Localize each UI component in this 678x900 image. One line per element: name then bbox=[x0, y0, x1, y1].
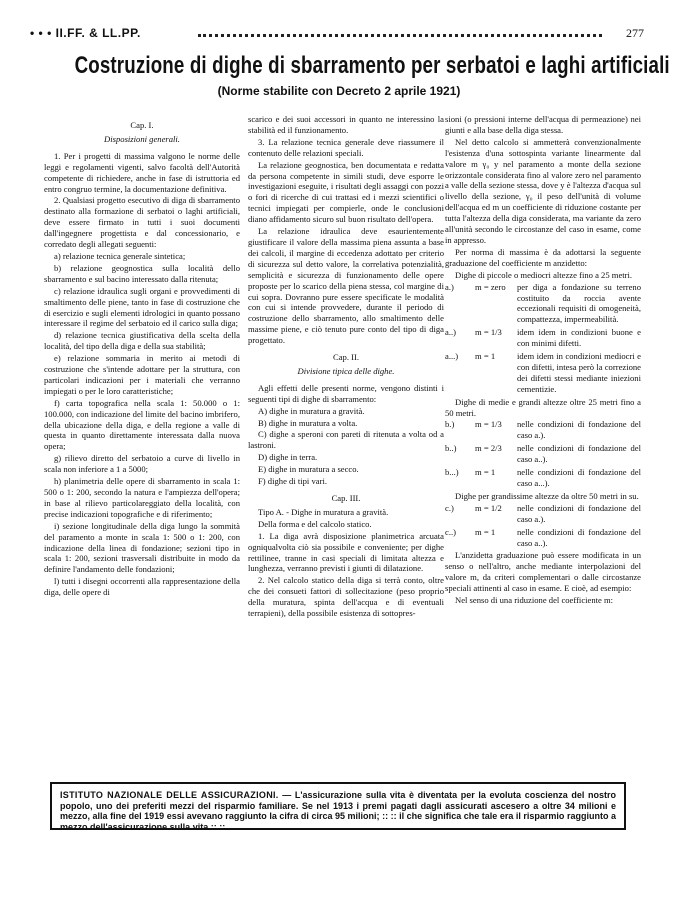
paragraph: Nel senso di una riduzione del coefficiente m: bbox=[455, 595, 614, 606]
case-label: b.) bbox=[445, 419, 455, 430]
case-description: nelle condizioni di fondazione del caso a..). bbox=[517, 443, 641, 465]
text-column-3 bbox=[445, 114, 641, 607]
case-label: a.) bbox=[445, 281, 454, 292]
coefficient-value: m = 1/3 bbox=[475, 419, 502, 430]
case-label: a...) bbox=[445, 351, 459, 362]
coefficient-row bbox=[445, 327, 641, 349]
case-description: nelle condizioni di fondazione del caso a.). bbox=[517, 502, 641, 524]
paragraph: L'anzidetta graduazione può essere modificata in un senso o nell'altro, anche mediante interpolazioni del valore m, da criteri complementari o dalle circostanze speciali attinenti al caso in esame. E cioè, ad esempio: bbox=[445, 550, 641, 594]
chapter-heading: Cap. II. bbox=[332, 352, 359, 363]
case-description: nelle condizioni di fondazione del caso a..). bbox=[517, 526, 641, 548]
paragraph: scarico e dei suoi accessori in quanto ne interessino la stabilità ed il funzionamento. bbox=[248, 114, 444, 135]
paragraph: La relazione idraulica deve esaurientemente giustificare il valore della massima piena assunta a base dei calcoli, il margine di eccedenza adottato per criterio di sicurezza sul detto valore, la correlativa potenzialità, semplicità e sicurezza di funzionamento delle opere proposte per lo scarico della piena stessa, col margine di cui sopra. Dovranno pure essere specificate le modalità con cui si intende provvedere, durante il periodo di costruzione dello sbarramento, allo smaltimento delle massime piene, e ciò tenuto pure conto del tipo di diga progettato. bbox=[248, 226, 444, 346]
paragraph: d) relazione tecnica giustificativa della scelta della località, del tipo della diga e della sua stabilità; bbox=[44, 330, 240, 352]
coefficient-value: m = 2/3 bbox=[475, 443, 502, 454]
case-description: per diga a fondazione su terreno costituito da roccia avente eccezionali requisiti di omogeneità, compattezza, impermeabilità. bbox=[517, 281, 641, 325]
coefficient-row bbox=[445, 282, 641, 326]
case-description: idem idem in condizioni buone e con minimi difetti. bbox=[517, 327, 641, 349]
paragraph: Nel detto calcolo si ammetterà convenzionalmente l'esistenza d'una sottospinta variante linearmente dal valore m γ₀ y nel paramento a monte della sezione orizzontale considerata fino al valore zero nel paramento a valle della sezione stessa, dove y è l'altezza d'acqua sul livello della sezione, γ₀ il peso dell'unità di volume dell'acqua ed m un coefficiente di riduzione costante per tutta l'altezza della diga considerata, ma variante da zero all'unità secondo le circostanze del caso in esame, come in appresso. bbox=[445, 136, 641, 245]
paragraph: a) relazione tecnica generale sintetica; bbox=[54, 250, 186, 261]
paragraph: h) planimetria delle opere di sbarramento in scala 1: 500 o 1: 200, secondo la natura e l'ampiezza dell'opera; in base al rilievo particolareggiato della località, con precise indicazioni topografiche e di riferimento; bbox=[44, 476, 240, 519]
coefficient-value: m = zero bbox=[475, 281, 506, 292]
paragraph: D) dighe in terra. bbox=[258, 452, 318, 463]
coefficient-row bbox=[445, 527, 641, 549]
case-description: nelle condizioni di fondazione del caso a...). bbox=[517, 467, 641, 488]
coefficient-value: m = 1/3 bbox=[475, 327, 502, 338]
ad-text: — L'assicurazione sulla vita è diventata per la evoluta coscienza del nostro popolo, uno dei preferiti mezzi del risparmio familiare. Se nel 1913 i premi pagati dagli assicurati ascesero a oltre 34 milioni e mezzo, alla fine del 1919 essi avevano raggiunto la cifra di circa 95 milioni; :: :: il che significa che tale era il risparmio raggiunto a mezzo dell'assicurazione sulla vita :: :: bbox=[60, 790, 616, 832]
coefficient-row bbox=[445, 503, 641, 525]
paragraph: Agli effetti delle presenti norme, vengono distinti i seguenti tipi di dighe di sbarramento: bbox=[248, 382, 444, 404]
section-subheading: Disposizioni generali. bbox=[104, 133, 180, 144]
paragraph: 1. La diga avrà disposizione planimetrica arcuata ogniqualvolta ciò sia possibile e conveniente; per dighe rettilinee, tranne in casi speciali di limitata altezza e lunghezza, verranno previsti i giunti di dilatazione. bbox=[248, 530, 444, 574]
header-dotted-rule bbox=[198, 34, 602, 37]
paragraph: 1. Per i progetti di massima valgono le norme delle leggi e regolamenti vigenti, salvo facoltà dell'Autorità competente di richiedere, anche in fase di istruttoria ed entro congruo termine, la documentazione definitiva. bbox=[44, 150, 240, 194]
paragraph: c) relazione idraulica sugli organi e provvedimenti di smaltimento delle piene, tanto in fase di costruzione che di esercizio e sugli elementi idrologici in quanto possano interessare il regime del serbatoio ed il carico sulla diga; bbox=[44, 285, 240, 329]
case-description: idem idem in condizioni mediocri e con difetti, intesa però la correzione dei difetti stessi mediante iniezioni cementizie. bbox=[517, 351, 641, 394]
case-label: a..) bbox=[445, 327, 456, 338]
paragraph: 2. Qualsiasi progetto esecutivo di diga di sbarramento destinato alla formazione di serbatoi o laghi artificiali, deve essere firmato in tutti i suoi documenti dall'ingegnere progettista e dal concessionario, e corredato degli allegati seguenti: bbox=[44, 195, 240, 250]
paragraph: Dighe per grandissime altezze da oltre 50 metri in su. bbox=[455, 490, 639, 501]
paragraph: Per norma di massima è da adottarsi la seguente graduazione del coefficiente m anzidetto: bbox=[445, 246, 641, 268]
paragraph: f) carta topografica nella scala 1: 50.000 o 1: 100.000, con indicazione del limite del bacino imbrifero, della ubicazione della diga, e della regione a valle di questa in quanto direttamente interessata dalla nuova opera; bbox=[44, 397, 240, 452]
article-subtitle: (Norme stabilite con Decreto 2 aprile 1921) bbox=[217, 84, 461, 98]
coefficient-value: m = 1 bbox=[475, 467, 496, 478]
paragraph: g) rilievo diretto del serbatoio a curve di livello in scala non inferiore a 1 a 5000; bbox=[44, 453, 240, 475]
paragraph: 2. Nel calcolo statico della diga si terrà conto, oltre che dei consueti fattori di sollecitazione (peso proprio della muratura, spinta dell'acqua e di eventuali terrapieni), della possibile esistenza di sottopres- bbox=[248, 575, 444, 619]
coefficient-row bbox=[445, 351, 641, 395]
text-column-2 bbox=[248, 114, 444, 620]
coefficient-value: m = 1 bbox=[475, 526, 496, 537]
paragraph: E) dighe in muratura a secco. bbox=[258, 464, 359, 475]
journal-name: • • • II.FF. & LL.PP. bbox=[30, 26, 141, 40]
paragraph: Dighe di piccole o mediocri altezze fino a 25 metri. bbox=[455, 269, 633, 280]
coefficient-value: m = 1/2 bbox=[475, 502, 502, 513]
paragraph: l) tutti i disegni occorrenti alla rappresentazione della diga, delle opere di bbox=[44, 576, 240, 598]
paragraph: F) dighe di tipi vari. bbox=[258, 476, 327, 487]
text-column-1 bbox=[44, 114, 240, 599]
coefficient-row bbox=[445, 419, 641, 441]
paragraph: Della forma e del calcolo statico. bbox=[258, 518, 372, 529]
paragraph: e) relazione sommaria in merito ai metodi di costruzione che s'intende adottare per la struttura, con particolari indicazioni per i materiali che verranno impiegati o per le loro caratteristiche; bbox=[44, 353, 240, 396]
case-label: b..) bbox=[445, 443, 457, 454]
coefficient-row bbox=[445, 467, 641, 489]
paragraph: i) sezione longitudinale della diga lungo la sommità del paramento a monte in scala 1: 500 o 1: 200, con indicazione della linea di fondazione; sezioni tipo in scala 1: 200, sezioni trasversali distribuite in modo da definire l'andamento delle fondazioni; bbox=[44, 520, 240, 575]
paragraph: Tipo A. - Dighe in muratura a gravità. bbox=[258, 506, 389, 517]
paragraph: La relazione geognostica, ben documentata e redatta da persona competente in simili studi, deve esporre le investigazioni eseguite, i risultati degli assaggi con pozzi o fori di ricerche di cui trattasi ed i mezzi scientifici o tecnici impiegati per compierle, onde le conclusioni diano affidamento sicuro sul buon risultato dell'opera. bbox=[248, 159, 444, 225]
case-label: c.) bbox=[445, 502, 454, 513]
case-label: c..) bbox=[445, 526, 456, 537]
page-number: 277 bbox=[626, 26, 644, 40]
chapter-heading: Cap. I. bbox=[130, 120, 154, 130]
paragraph: b) relazione geognostica sulla località dello sbarramento e sul bacino interessato dalla ritenuta; bbox=[44, 262, 240, 284]
case-label: b...) bbox=[445, 467, 459, 478]
coefficient-row bbox=[445, 443, 641, 465]
paragraph: Dighe di medie e grandi altezze oltre 25 metri fino a 50 metri. bbox=[445, 396, 641, 418]
paragraph: 3. La relazione tecnica generale deve riassumere il contenuto delle relazioni speciali. bbox=[248, 136, 444, 158]
paragraph: C) dighe a speroni con pareti di ritenuta a volta od a lastroni. bbox=[248, 429, 444, 451]
case-description: nelle condizioni di fondazione del caso a.). bbox=[517, 419, 641, 441]
paragraph: sioni (o pressioni interne dell'acqua di permeazione) nei giunti e alla base della diga stessa. bbox=[445, 114, 641, 135]
article-title: Costruzione di dighe di sbarramento per serbatoi e laghi artificiali bbox=[74, 52, 670, 79]
advertisement-box bbox=[50, 782, 626, 830]
section-subheading: Divisione tipica delle dighe. bbox=[297, 365, 395, 376]
chapter-heading: Cap. III. bbox=[331, 493, 361, 503]
paragraph: B) dighe in muratura a volta. bbox=[258, 417, 358, 428]
running-header bbox=[30, 26, 650, 42]
coefficient-value: m = 1 bbox=[475, 351, 496, 362]
paragraph: A) dighe in muratura a gravità. bbox=[258, 405, 365, 416]
ad-title: ISTITUTO NAZIONALE DELLE ASSICURAZIONI. bbox=[60, 790, 279, 800]
